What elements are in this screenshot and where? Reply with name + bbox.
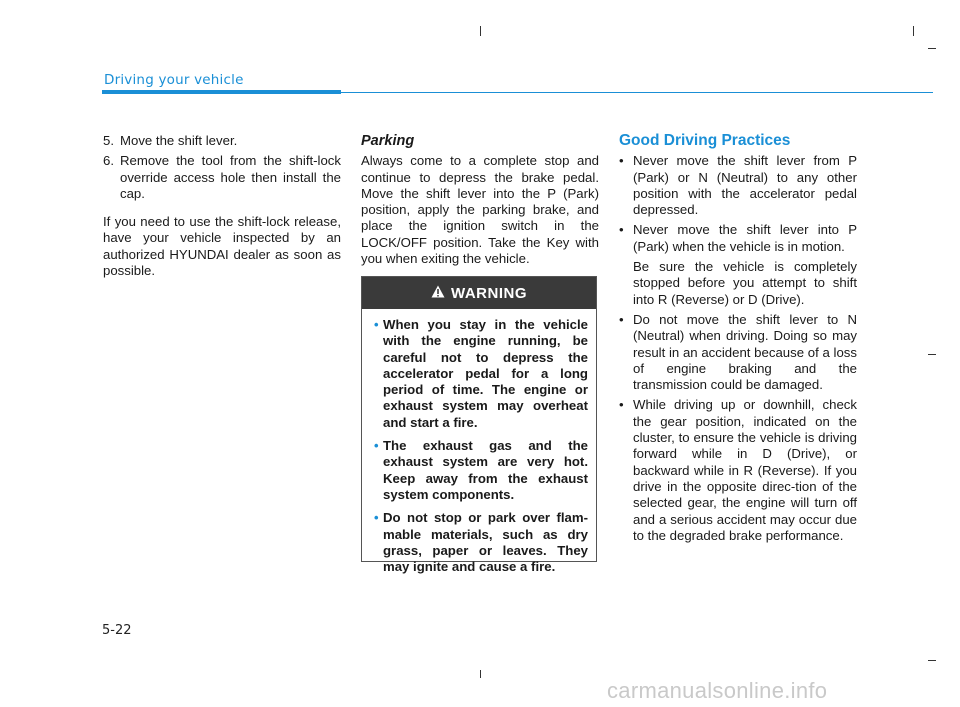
crop-mark-right-lower	[928, 660, 936, 661]
bullet-text: While driving up or downhill, check the gear position, indicated on the cluster, to ensure the vehicle is driving forward while in D (Drive), or backward while in R (Reverse). If you drive in the opposite direc-tion of the selected gear, the engine will turn off and a serious accident may occur due to the degraded brake performance.	[633, 397, 857, 543]
warning-body	[362, 309, 596, 575]
column-left	[103, 133, 341, 279]
warning-title: WARNING	[451, 284, 527, 302]
section-title: Driving your vehicle	[104, 72, 244, 88]
warning-box	[361, 276, 597, 575]
bullet-icon: •	[619, 311, 624, 327]
shift-lock-paragraph: If you need to use the shift-lock release, have your vehicle inspected by an authorized HYUNDAI dealer as soon as possible.	[103, 214, 341, 279]
page-number: 5-22	[102, 623, 132, 638]
crop-mark-top-right	[913, 26, 914, 36]
step-text: Move the shift lever.	[120, 133, 238, 148]
good-driving-heading: Good Driving Practices	[619, 132, 791, 149]
bullet-dot-icon: •	[374, 438, 379, 454]
header-rule-thin	[341, 92, 933, 93]
bullet-dot-icon: •	[374, 510, 379, 526]
warning-item-text: Do not stop or park over flam-mable materials, such as dry grass, paper or leaves. They may ignite and cause a fire.	[383, 510, 588, 575]
bullet-item	[619, 397, 857, 544]
parking-heading: Parking	[361, 133, 415, 149]
bullet-item	[619, 312, 857, 393]
step-number: 6.	[103, 153, 114, 169]
step-item	[103, 153, 341, 202]
bullet-icon: •	[619, 397, 624, 413]
bullet-note: Be sure the vehicle is completely stopped before you attempt to shift into R (Reverse) or D (Drive).	[633, 259, 857, 307]
crop-mark-top-center	[480, 26, 481, 36]
crop-mark-right-upper	[928, 48, 936, 49]
bullet-icon: •	[619, 153, 624, 169]
step-item	[103, 133, 341, 149]
warning-item	[374, 510, 588, 575]
warning-item-text: The exhaust gas and the exhaust system are very hot. Keep away from the exhaust system components.	[383, 438, 588, 502]
crop-mark-bottom-center	[480, 670, 481, 678]
bullet-item	[619, 153, 857, 218]
column-middle	[361, 133, 599, 267]
warning-triangle-icon	[431, 285, 451, 302]
warning-item	[374, 317, 588, 431]
bullet-icon: •	[619, 222, 624, 238]
bullet-text: Do not move the shift lever to N (Neutral) when driving. Doing so may result in an accident because of a loss of engine braking and the transmission could be damaged.	[633, 311, 857, 393]
bullet-text: Never move the shift lever into P (Park) when the vehicle is in motion.	[633, 222, 857, 254]
header-rule-thick	[102, 90, 341, 94]
bullet-dot-icon: •	[374, 317, 379, 332]
column-right	[619, 133, 857, 548]
parking-paragraph: Always come to a complete stop and continue to depress the brake pedal. Move the shift lever into the P (Park) position, apply the parking brake, and place the ignition switch in the LOCK/OFF position. Take the Key with you when exiting the vehicle.	[361, 153, 599, 267]
watermark: carmanualsonline.info	[607, 678, 828, 703]
warning-header	[362, 277, 596, 309]
warning-item-text: When you stay in the vehicle with the engine running, be careful not to depress the accelerator pedal for a long period of time. The engine or exhaust system may overheat and start a fire.	[383, 317, 588, 430]
step-text: Remove the tool from the shift-lock override access hole then install the cap.	[120, 153, 341, 201]
bullet-text: Never move the shift lever from P (Park) or N (Neutral) to any other position with the accelerator pedal depressed.	[633, 153, 857, 218]
bullet-item	[619, 222, 857, 255]
crop-mark-right-middle	[928, 354, 936, 355]
warning-item	[374, 438, 588, 503]
step-number: 5.	[103, 133, 114, 148]
